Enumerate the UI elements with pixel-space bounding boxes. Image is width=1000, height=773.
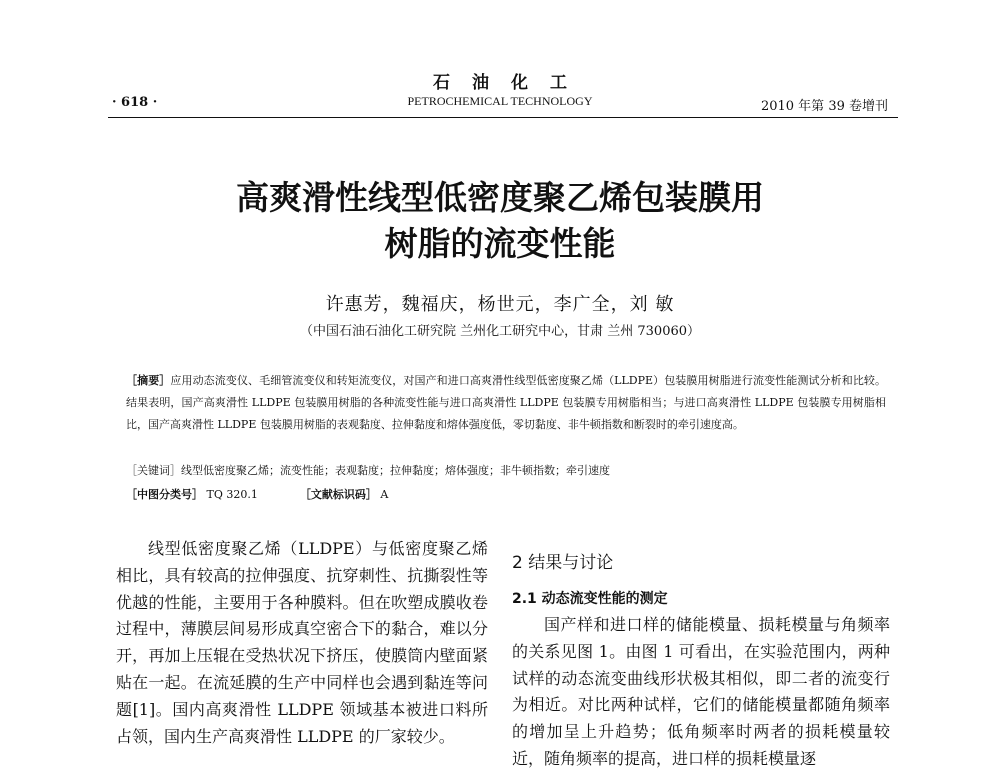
body-left-column bbox=[116, 536, 488, 750]
intro-text-b: 。国内高爽滑性 LLDPE 领域基本被进口料所占领，国内生产高爽滑性 LLDPE 的厂家较少。 bbox=[116, 699, 488, 746]
abstract-text: 应用动态流变仪、毛细管流变仪和转矩流变仪，对国产和进口高爽滑性线型低密度聚乙烯（LLDPE）包装膜用树脂进行流变性能测试分析和比较。结果表明，国产高爽滑性 LLDPE 包装膜用树脂的各种流变性能与进口高爽滑性 LLDPE 包装膜专用树脂相当；与进口高爽滑性 LLDPE 包装膜专用树脂相比，国产高爽滑性 LLDPE 包装膜用树脂的表观黏度、拉伸黏度和熔体强度低，零切黏度、非牛顿指数和断裂时的牵引速度高。 bbox=[126, 374, 887, 431]
page-number: · 618 · bbox=[112, 95, 158, 110]
results-paragraph: 国产样和进口样的储能模量、损耗模量与角频率的关系见图 1。由图 1 可看出，在实验范围内，两种试样的动态流变曲线形状极其相似，即二者的流变行为相近。对比两种试样，它们的储能模量都随角频率的增加呈上升趋势；低角频率时两者的损耗模量较近，随角频率的提高，进口样的损耗模量逐 bbox=[512, 615, 890, 768]
title-line-2: 树脂的流变性能 bbox=[384, 224, 616, 263]
abstract-label: ［摘要］ bbox=[126, 374, 171, 387]
subsection-heading: 2.1 动态流变性能的测定 bbox=[512, 591, 668, 607]
journal-name-cn: 石油化工 bbox=[433, 73, 589, 93]
keywords-text: 线型低密度聚乙烯；流变性能；表观黏度；拉伸黏度；熔体强度；非牛顿指数；牵引速度 bbox=[181, 464, 610, 477]
header-rule bbox=[108, 117, 898, 118]
abstract bbox=[126, 370, 886, 436]
intro-text-a: 线型低密度聚乙烯（LLDPE）与低密度聚乙烯相比，具有较高的拉伸强度、抗穿刺性、抗撕裂性等优越的性能，主要用于各种膜料。但在吹塑成膜收卷过程中，薄膜层间易形成真空密合下的黏合，难以分开，再加上压辊在受热状况下挤压，使膜筒内壁面紧贴在一起。在流延膜的生产中同样也会遇到黏连等问题 bbox=[116, 539, 488, 719]
clc-value: TQ 320.1 bbox=[206, 488, 258, 501]
authors: 许惠芳，魏福庆，杨世元，李广全，刘 敏 bbox=[325, 294, 675, 315]
citation-ref: [1] bbox=[132, 699, 156, 719]
clc-label: ［中图分类号］ bbox=[126, 488, 203, 501]
section-heading: 2 结果与讨论 bbox=[512, 553, 614, 573]
journal-name-en: PETROCHEMICAL TECHNOLOGY bbox=[407, 94, 593, 108]
issue-info: 2010 年第 39 卷增刊 bbox=[760, 99, 888, 114]
intro-paragraph bbox=[116, 536, 488, 750]
doc-code-label: ［文献标识码］ bbox=[299, 488, 377, 501]
title-line-1: 高爽滑性线型低密度聚乙烯包装膜用 bbox=[236, 178, 764, 217]
keywords bbox=[126, 462, 886, 478]
doc-code-value: A bbox=[380, 488, 389, 501]
classification-line bbox=[126, 486, 388, 502]
affiliation: （中国石油石油化工研究院 兰州化工研究中心，甘肃 兰州 730060） bbox=[299, 324, 701, 339]
keywords-label: ［关键词］ bbox=[126, 464, 181, 477]
